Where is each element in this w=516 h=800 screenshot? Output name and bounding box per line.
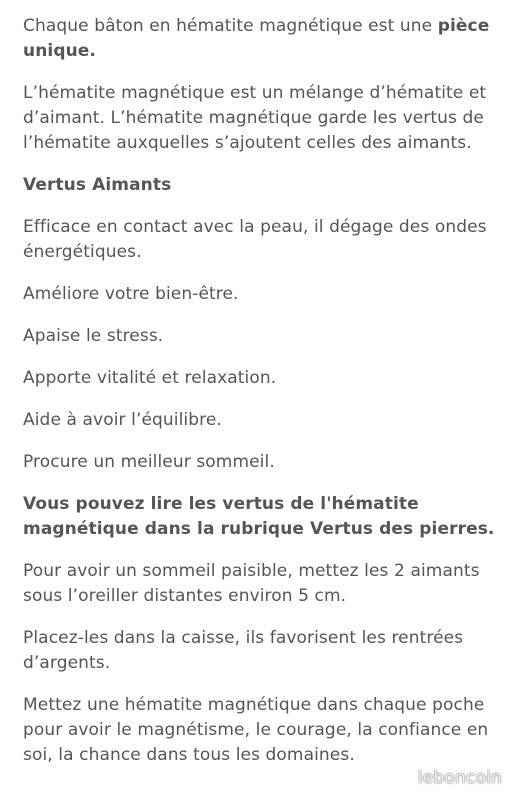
intro-bold: pièce unique. bbox=[23, 16, 490, 61]
intro-text: Chaque bâton en hématite magnétique est une bbox=[23, 16, 438, 36]
paragraph-contact: Efficace en contact avec la peau, il dégage des ondes énergétiques. bbox=[23, 217, 487, 262]
leboncoin-watermark: leboncoin bbox=[417, 768, 502, 788]
paragraph-caisse: Placez-les dans la caisse, ils favorisent les rentrées d’argents. bbox=[23, 628, 464, 673]
paragraph-sommeil-paisible: Pour avoir un sommeil paisible, mettez les 2 aimants sous l’oreiller distantes environ 5 cm. bbox=[23, 561, 480, 606]
section-heading: Vertus Aimants bbox=[23, 175, 172, 195]
paragraph-sommeil: Procure un meilleur sommeil. bbox=[23, 452, 275, 472]
description-text bbox=[23, 14, 509, 785]
paragraph-vitalite: Apporte vitalité et relaxation. bbox=[23, 368, 277, 388]
paragraph-composition: L’hématite magnétique est un mélange d’hématite et d’aimant. L’hématite magnétique garde les vertus de l’hématite auxquelles s’ajoutent celles des aimants. bbox=[23, 83, 487, 153]
paragraph-equilibre: Aide à avoir l’équilibre. bbox=[23, 410, 222, 430]
paragraph-stress: Apaise le stress. bbox=[23, 326, 164, 346]
paragraph-poche: Mettez une hématite magnétique dans chaque poche pour avoir le magnétisme, le courage, la confiance en soi, la chance dans tous les domaines. bbox=[23, 695, 489, 765]
paragraph-bien-etre: Améliore votre bien-être. bbox=[23, 284, 239, 304]
paragraph-intro bbox=[23, 14, 509, 64]
paragraph-vertus-link: Vous pouvez lire les vertus de l'hématite magnétique dans la rubrique Vertus des pierres. bbox=[23, 494, 495, 539]
